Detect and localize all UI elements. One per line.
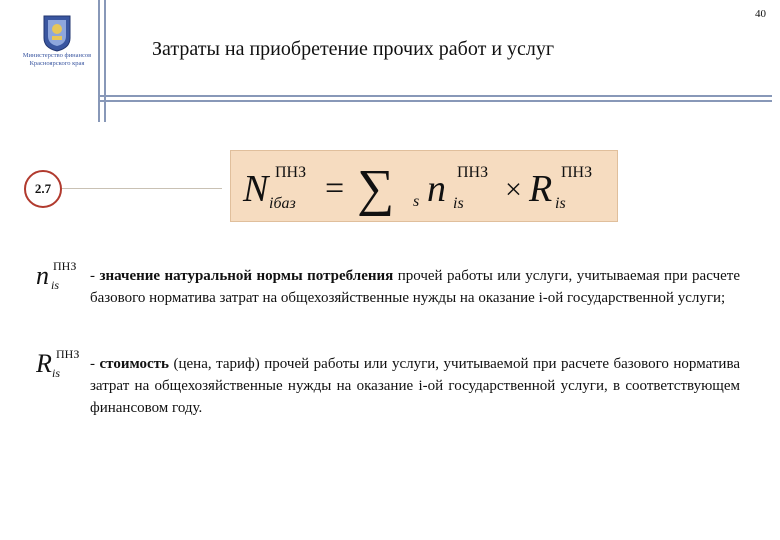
definition-n [90, 265, 740, 309]
formula-term1-symbol: n [427, 168, 446, 210]
decor-horizontal-line [100, 95, 772, 97]
formula-term2-sub: is [555, 195, 566, 212]
formula-number: 2.7 [34, 181, 52, 196]
decor-horizontal-line [100, 100, 772, 102]
logo-line-2: Красноярского края [29, 60, 85, 67]
formula-term2-sup: ПНЗ [561, 164, 593, 181]
def1-symbol: n [36, 261, 49, 290]
definition-r [90, 353, 740, 419]
formula-lhs-sub: iбаз [269, 195, 296, 212]
decor-vertical-line [104, 0, 106, 122]
formula-term1-sup: ПНЗ [457, 164, 489, 181]
formula-term1-sub: is [453, 195, 464, 212]
page-title: Затраты на приобретение прочих работ и услуг [152, 38, 555, 60]
formula-box [230, 150, 618, 222]
def1-dash: - [90, 268, 100, 284]
def2-term: стоимость [99, 356, 169, 372]
def1-text: прочей работы или услуги, учитываемая при расчете базового норматива затрат на общехозяйственные нужды на оказание i-ой государственной услуги; [90, 268, 740, 306]
formula-lhs-sup: ПНЗ [275, 164, 307, 181]
def2-text: (цена, тариф) прочей работы или услуги, учитываемой при расчете базового норматива затрат на общехозяйственные нужды на оказание i-ой государственной услуги, в соответствующем финансовом году. [90, 356, 740, 416]
logo-line-1: Министерство финансов [22, 52, 92, 59]
def2-sup: ПНЗ [56, 347, 80, 361]
def1-sub: is [51, 278, 60, 292]
def2-sub: is [52, 366, 61, 380]
formula-times: × [505, 173, 522, 206]
definition-symbol-n [36, 258, 92, 299]
def2-dash: - [90, 356, 100, 372]
formula-term2-symbol: R [529, 168, 553, 210]
definition-symbol-r [36, 346, 92, 387]
formula-lhs-symbol: N [243, 168, 269, 210]
decor-vertical-line [98, 0, 100, 122]
def2-symbol: R [36, 349, 52, 378]
formula-equals: = [325, 170, 345, 207]
formula-sum-sub: s [413, 193, 420, 210]
decor-connector-line [62, 188, 222, 189]
page-number: 40 [755, 8, 766, 20]
def1-term: значение натуральной нормы потребления [99, 268, 394, 284]
formula-number-badge [24, 170, 62, 208]
def1-sup: ПНЗ [53, 259, 77, 273]
coat-of-arms-icon [22, 14, 92, 52]
ministry-logo [22, 14, 92, 68]
sigma-icon: ∑ [357, 160, 395, 217]
